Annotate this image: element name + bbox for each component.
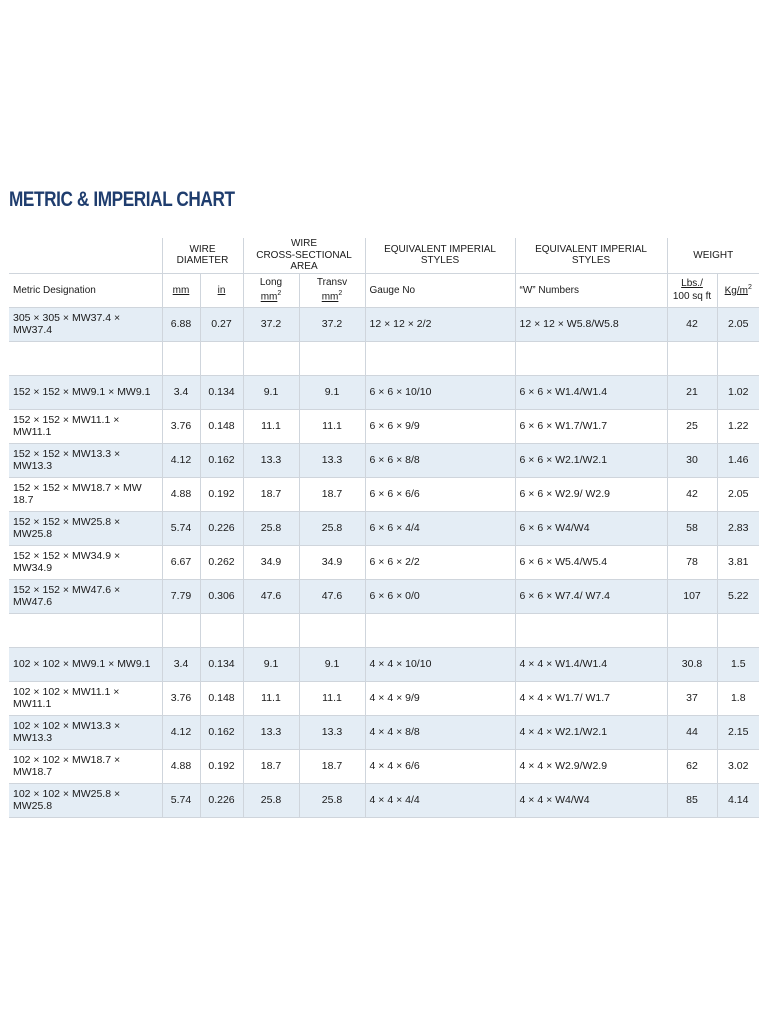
cell-transv: 25.8 — [299, 783, 365, 817]
cell-in: 0.27 — [200, 307, 243, 341]
cell-kg: 1.46 — [717, 443, 759, 477]
spacer-row — [9, 613, 759, 647]
cell-w-numbers: 4 × 4 × W1.4/W1.4 — [515, 647, 667, 681]
cell-in: 0.306 — [200, 579, 243, 613]
cell-long: 13.3 — [243, 715, 299, 749]
cell-gauge-no: 6 × 6 × 6/6 — [365, 477, 515, 511]
cell-in: 0.226 — [200, 511, 243, 545]
cell-metric-designation: 152 × 152 × MW18.7 × MW 18.7 — [9, 477, 162, 511]
col-transv-sup: 2 — [338, 290, 343, 298]
col-transv-label: Transv — [316, 277, 348, 289]
cell-metric-designation: 152 × 152 × MW9.1 × MW9.1 — [9, 375, 162, 409]
cell-metric-designation: 152 × 152 × MW34.9 × MW34.9 — [9, 545, 162, 579]
table-row — [9, 375, 759, 409]
cell-metric-designation: 102 × 102 × MW18.7 × MW18.7 — [9, 749, 162, 783]
spacer-row — [9, 341, 759, 375]
cell-in: 0.162 — [200, 715, 243, 749]
cell-mm: 6.88 — [162, 307, 200, 341]
cell-mm: 7.79 — [162, 579, 200, 613]
cell-in: 0.162 — [200, 443, 243, 477]
cell-kg: 4.14 — [717, 783, 759, 817]
cell-gauge-no: 4 × 4 × 10/10 — [365, 647, 515, 681]
spacer-cell — [515, 341, 667, 375]
cell-lbs: 58 — [667, 511, 717, 545]
cell-kg: 3.02 — [717, 749, 759, 783]
cell-in: 0.226 — [200, 783, 243, 817]
cell-w-numbers: 6 × 6 × W4/W4 — [515, 511, 667, 545]
table-row — [9, 715, 759, 749]
cell-in: 0.134 — [200, 375, 243, 409]
cell-mm: 4.88 — [162, 749, 200, 783]
cell-gauge-no: 6 × 6 × 10/10 — [365, 375, 515, 409]
cell-mm: 3.76 — [162, 681, 200, 715]
cell-metric-designation: 102 × 102 × MW13.3 × MW13.3 — [9, 715, 162, 749]
header-equiv-w: EQUIVALENT IMPERIAL STYLES — [515, 238, 667, 273]
cell-lbs: 37 — [667, 681, 717, 715]
cell-long: 9.1 — [243, 647, 299, 681]
cell-lbs: 85 — [667, 783, 717, 817]
spacer-cell — [243, 613, 299, 647]
cell-w-numbers: 12 × 12 × W5.8/W5.8 — [515, 307, 667, 341]
cell-kg: 2.05 — [717, 307, 759, 341]
cell-long: 25.8 — [243, 511, 299, 545]
col-metric-designation: Metric Designation — [9, 273, 162, 307]
table-row — [9, 443, 759, 477]
cell-kg: 2.05 — [717, 477, 759, 511]
cell-in: 0.148 — [200, 681, 243, 715]
cell-long: 34.9 — [243, 545, 299, 579]
col-gauge-no: Gauge No — [365, 273, 515, 307]
col-lbs — [667, 273, 717, 307]
spacer-cell — [9, 341, 162, 375]
col-transv — [299, 273, 365, 307]
cell-lbs: 107 — [667, 579, 717, 613]
cell-transv: 18.7 — [299, 749, 365, 783]
col-kg-sup: 2 — [747, 283, 752, 291]
cell-metric-designation: 102 × 102 × MW9.1 × MW9.1 — [9, 647, 162, 681]
col-mm: mm — [162, 273, 200, 307]
cell-w-numbers: 6 × 6 × W5.4/W5.4 — [515, 545, 667, 579]
col-lbs-line2: 100 sq ft — [672, 291, 712, 302]
cell-gauge-no: 6 × 6 × 2/2 — [365, 545, 515, 579]
cell-transv: 13.3 — [299, 443, 365, 477]
cell-w-numbers: 4 × 4 × W2.1/W2.1 — [515, 715, 667, 749]
cell-mm: 4.12 — [162, 443, 200, 477]
cell-gauge-no: 6 × 6 × 0/0 — [365, 579, 515, 613]
header-column-row — [9, 273, 759, 307]
cell-long: 11.1 — [243, 681, 299, 715]
cell-long: 11.1 — [243, 409, 299, 443]
table-row — [9, 579, 759, 613]
cell-in: 0.192 — [200, 749, 243, 783]
table-row — [9, 545, 759, 579]
cell-gauge-no: 6 × 6 × 8/8 — [365, 443, 515, 477]
cell-kg: 1.8 — [717, 681, 759, 715]
cell-mm: 3.76 — [162, 409, 200, 443]
cell-kg: 2.83 — [717, 511, 759, 545]
header-group-row — [9, 238, 759, 273]
cell-transv: 18.7 — [299, 477, 365, 511]
cell-gauge-no: 12 × 12 × 2/2 — [365, 307, 515, 341]
table-row — [9, 749, 759, 783]
cell-metric-designation: 152 × 152 × MW47.6 × MW47.6 — [9, 579, 162, 613]
spacer-cell — [717, 613, 759, 647]
cell-long: 37.2 — [243, 307, 299, 341]
cell-gauge-no: 4 × 4 × 8/8 — [365, 715, 515, 749]
spacer-cell — [243, 341, 299, 375]
cell-w-numbers: 4 × 4 × W4/W4 — [515, 783, 667, 817]
spacer-cell — [9, 613, 162, 647]
col-kg — [717, 273, 759, 307]
spacer-cell — [667, 341, 717, 375]
cell-w-numbers: 6 × 6 × W2.9/ W2.9 — [515, 477, 667, 511]
header-wire-area-line2: CROSS-SECTIONAL AREA — [256, 249, 352, 272]
col-long-unit: mm — [260, 291, 278, 303]
spacer-cell — [717, 341, 759, 375]
table-row — [9, 307, 759, 341]
col-long-label: Long — [259, 277, 283, 289]
cell-mm: 5.74 — [162, 511, 200, 545]
header-wire-area — [243, 238, 365, 273]
col-kg-label: Kg/m — [724, 285, 748, 297]
cell-lbs: 30.8 — [667, 647, 717, 681]
cell-in: 0.192 — [200, 477, 243, 511]
cell-transv: 25.8 — [299, 511, 365, 545]
cell-metric-designation: 102 × 102 × MW25.8 × MW25.8 — [9, 783, 162, 817]
cell-long: 13.3 — [243, 443, 299, 477]
spacer-cell — [200, 341, 243, 375]
cell-transv: 9.1 — [299, 375, 365, 409]
cell-kg: 5.22 — [717, 579, 759, 613]
cell-mm: 4.12 — [162, 715, 200, 749]
cell-long: 18.7 — [243, 749, 299, 783]
cell-gauge-no: 6 × 6 × 4/4 — [365, 511, 515, 545]
col-transv-unit: mm — [321, 291, 339, 303]
cell-gauge-no: 4 × 4 × 4/4 — [365, 783, 515, 817]
cell-metric-designation: 152 × 152 × MW25.8 × MW25.8 — [9, 511, 162, 545]
cell-mm: 6.67 — [162, 545, 200, 579]
spacer-cell — [365, 613, 515, 647]
cell-kg: 2.15 — [717, 715, 759, 749]
header-wire-diameter: WIRE DIAMETER — [162, 238, 243, 273]
page-title: METRIC & IMPERIAL CHART — [9, 188, 235, 211]
cell-transv: 9.1 — [299, 647, 365, 681]
spacer-cell — [162, 613, 200, 647]
table-row — [9, 511, 759, 545]
cell-long: 9.1 — [243, 375, 299, 409]
col-w-numbers: “W” Numbers — [515, 273, 667, 307]
cell-w-numbers: 6 × 6 × W2.1/W2.1 — [515, 443, 667, 477]
table-row — [9, 783, 759, 817]
cell-lbs: 62 — [667, 749, 717, 783]
metric-imperial-table — [9, 238, 759, 818]
col-long-sup: 2 — [277, 290, 282, 298]
cell-mm: 5.74 — [162, 783, 200, 817]
cell-transv: 47.6 — [299, 579, 365, 613]
spacer-cell — [200, 613, 243, 647]
cell-kg: 3.81 — [717, 545, 759, 579]
table-row — [9, 477, 759, 511]
cell-long: 25.8 — [243, 783, 299, 817]
header-blank — [9, 238, 162, 273]
header-equiv-gauge: EQUIVALENT IMPERIAL STYLES — [365, 238, 515, 273]
cell-metric-designation: 152 × 152 × MW13.3 × MW13.3 — [9, 443, 162, 477]
header-wire-area-line1: WIRE — [290, 238, 318, 249]
col-long — [243, 273, 299, 307]
cell-long: 47.6 — [243, 579, 299, 613]
cell-in: 0.262 — [200, 545, 243, 579]
spacer-cell — [299, 613, 365, 647]
cell-mm: 3.4 — [162, 647, 200, 681]
cell-lbs: 42 — [667, 307, 717, 341]
cell-lbs: 42 — [667, 477, 717, 511]
cell-long: 18.7 — [243, 477, 299, 511]
cell-metric-designation: 152 × 152 × MW11.1 × MW11.1 — [9, 409, 162, 443]
cell-transv: 37.2 — [299, 307, 365, 341]
cell-lbs: 21 — [667, 375, 717, 409]
cell-transv: 11.1 — [299, 681, 365, 715]
cell-metric-designation: 305 × 305 × MW37.4 × MW37.4 — [9, 307, 162, 341]
cell-gauge-no: 4 × 4 × 9/9 — [365, 681, 515, 715]
cell-gauge-no: 6 × 6 × 9/9 — [365, 409, 515, 443]
spacer-cell — [365, 341, 515, 375]
cell-w-numbers: 6 × 6 × W1.7/W1.7 — [515, 409, 667, 443]
cell-w-numbers: 4 × 4 × W2.9/W2.9 — [515, 749, 667, 783]
cell-transv: 34.9 — [299, 545, 365, 579]
cell-kg: 1.5 — [717, 647, 759, 681]
cell-in: 0.148 — [200, 409, 243, 443]
table-row — [9, 647, 759, 681]
cell-gauge-no: 4 × 4 × 6/6 — [365, 749, 515, 783]
cell-lbs: 30 — [667, 443, 717, 477]
spacer-cell — [162, 341, 200, 375]
cell-transv: 11.1 — [299, 409, 365, 443]
cell-metric-designation: 102 × 102 × MW11.1 × MW11.1 — [9, 681, 162, 715]
cell-in: 0.134 — [200, 647, 243, 681]
spacer-cell — [667, 613, 717, 647]
cell-lbs: 44 — [667, 715, 717, 749]
cell-mm: 4.88 — [162, 477, 200, 511]
cell-lbs: 78 — [667, 545, 717, 579]
col-lbs-line1: Lbs./ — [681, 278, 703, 289]
cell-w-numbers: 6 × 6 × W1.4/W1.4 — [515, 375, 667, 409]
cell-kg: 1.02 — [717, 375, 759, 409]
table-body — [9, 307, 759, 817]
header-weight: WEIGHT — [667, 238, 759, 273]
table-row — [9, 409, 759, 443]
table-row — [9, 681, 759, 715]
spacer-cell — [515, 613, 667, 647]
cell-transv: 13.3 — [299, 715, 365, 749]
cell-w-numbers: 6 × 6 × W7.4/ W7.4 — [515, 579, 667, 613]
cell-w-numbers: 4 × 4 × W1.7/ W1.7 — [515, 681, 667, 715]
spacer-cell — [299, 341, 365, 375]
col-in: in — [200, 273, 243, 307]
cell-mm: 3.4 — [162, 375, 200, 409]
cell-kg: 1.22 — [717, 409, 759, 443]
cell-lbs: 25 — [667, 409, 717, 443]
